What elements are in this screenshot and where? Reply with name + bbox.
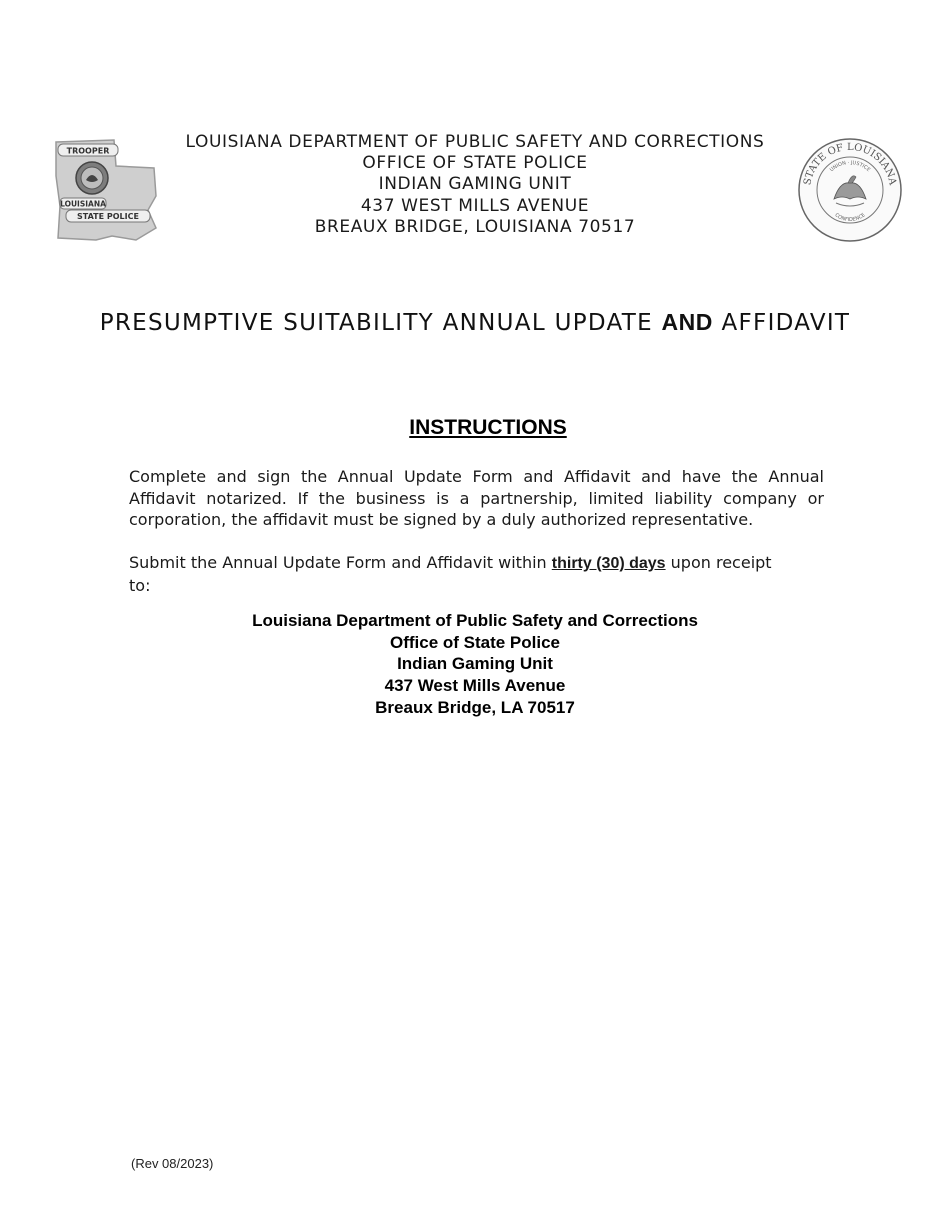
form-title <box>0 309 950 336</box>
header-office: OFFICE OF STATE POLICE <box>362 153 588 173</box>
form-title-bold: AND <box>661 309 713 335</box>
header-unit: INDIAN GAMING UNIT <box>378 174 572 194</box>
instructions-p2-after: upon receipt <box>665 553 772 572</box>
mailing-address-department: Louisiana Department of Public Safety and Corrections <box>252 611 698 630</box>
mailing-address-city: Breaux Bridge, LA 70517 <box>375 698 575 717</box>
seal-ring-text: STATE OF LOUISIANA <box>802 141 898 187</box>
instructions-p2-line2: to: <box>129 576 151 595</box>
form-title-part2: AFFIDAVIT <box>712 310 851 336</box>
instructions-p2-before: Submit the Annual Update Form and Affidavit within <box>129 553 552 572</box>
mailing-address-unit: Indian Gaming Unit <box>397 654 553 673</box>
instructions-p1-line2: Affidavit notarized. If the business is a partnership, limited liability company or <box>129 488 824 508</box>
form-title-part1: PRESUMPTIVE SUITABILITY ANNUAL UPDATE <box>99 310 662 336</box>
header-department: LOUISIANA DEPARTMENT OF PUBLIC SAFETY AND CORRECTIONS <box>185 132 765 152</box>
state-seal-icon <box>796 137 904 243</box>
badge-bottom-text: STATE POLICE <box>77 212 139 221</box>
seal-inner-top-text: UNION · JUSTICE <box>828 159 872 174</box>
mailing-address-office: Office of State Police <box>389 633 561 652</box>
mailing-address-street: 437 West Mills Avenue <box>384 676 566 695</box>
instructions-paragraph-1 <box>129 466 824 531</box>
seal-inner-bottom-text: CONFIDENCE <box>833 212 867 224</box>
instructions-p1-line1: Complete and sign the Annual Update Form and Affidavit and have the Annual <box>129 467 824 486</box>
instructions-heading: INSTRUCTIONS <box>409 416 567 439</box>
badge-middle-text: LOUISIANA <box>60 199 106 209</box>
instructions-paragraph-2 <box>129 552 824 597</box>
header-street: 437 WEST MILLS AVENUE <box>360 196 590 216</box>
instructions-p1-line3: corporation, the affidavit must be signed by a duly authorized representative. <box>129 510 754 529</box>
revision-date: (Rev 08/2023) <box>131 1156 214 1171</box>
deadline-emphasis: thirty (30) days <box>551 555 666 572</box>
badge-top-text: TROOPER <box>66 146 110 156</box>
header-city: BREAUX BRIDGE, LOUISIANA 70517 <box>314 217 636 237</box>
